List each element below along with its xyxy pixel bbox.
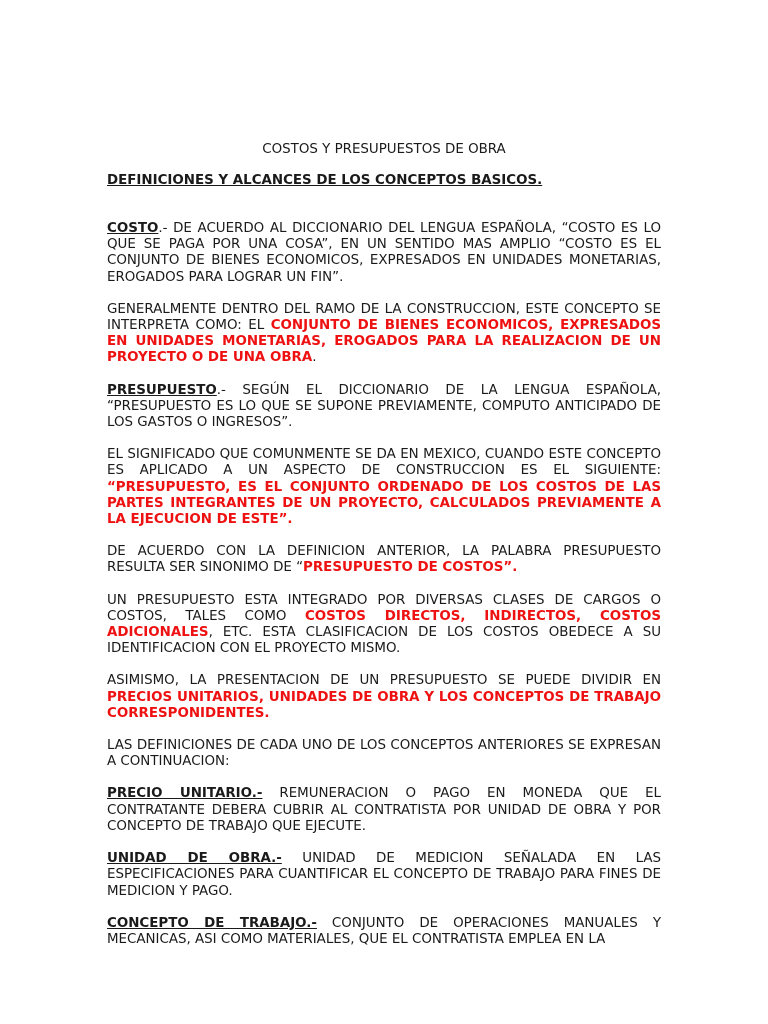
paragraph-text: ASIMISMO, LA PRESENTACION DE UN PRESUPUESTO SE PUEDE DIVIDIR EN bbox=[107, 673, 661, 689]
paragraph-text: UN PRESUPUESTO ESTA INTEGRADO POR DIVERSAS CLASES DE CARGOS O COSTOS, TALES COMO bbox=[107, 592, 661, 624]
highlight-text: COSTOS DIRECTOS, INDIRECTOS, COSTOS ADICIONALES bbox=[107, 608, 661, 641]
term-precio-unitario: PRECIO UNITARIO.- bbox=[107, 786, 263, 802]
term-concepto-de-trabajo: CONCEPTO DE TRABAJO.- bbox=[107, 915, 317, 931]
highlight-text: PRESUPUESTO DE COSTOS”. bbox=[303, 560, 518, 576]
paragraph-text-end: . bbox=[312, 350, 317, 366]
paragraph-text: DE ACUERDO CON LA DEFINICION ANTERIOR, LA PALABRA PRESUPUESTO RESULTA SER SINONIMO DE “ bbox=[107, 544, 661, 576]
paragraph-text: LAS DEFINICIONES DE CADA UNO DE LOS CONCEPTOS ANTERIORES SE EXPRESAN A CONTINUACION: bbox=[107, 738, 661, 770]
paragraph-construccion bbox=[107, 302, 661, 367]
paragraph-presentacion bbox=[107, 673, 661, 722]
paragraph-unidad-de-obra bbox=[107, 851, 661, 900]
highlight-text: “PRESUPUESTO, ES EL CONJUNTO ORDENADO DE LOS COSTOS DE LAS PARTES INTEGRANTES DE UN PROYECTO, CALCULADOS PREVIAMENTE A LA EJECUCION DE ESTE”. bbox=[107, 479, 661, 528]
paragraph-costo bbox=[107, 221, 661, 286]
paragraph-sinonimo bbox=[107, 544, 661, 576]
paragraph-definiciones bbox=[107, 738, 661, 770]
term-presupuesto: PRESUPUESTO bbox=[107, 382, 217, 398]
paragraph-text: .- SEGÚN EL DICCIONARIO DE LA LENGUA ESPAÑOLA, “PRESUPUESTO ES LO QUE SE SUPONE PREVIAMENTE, COMPUTO ANTICIPADO DE LOS GASTOS O INGRESOS”. bbox=[107, 382, 661, 431]
paragraph-text: CONJUNTO DE OPERACIONES MANUALES Y MECANICAS, ASI COMO MATERIALES, QUE EL CONTRATISTA EMPLEA EN LA bbox=[107, 915, 662, 947]
term-costo: COSTO bbox=[107, 221, 159, 236]
term-unidad-de-obra: UNIDAD DE OBRA.- bbox=[107, 851, 282, 867]
paragraph-text: EL SIGNIFICADO QUE COMUNMENTE SE DA EN MEXICO, CUANDO ESTE CONCEPTO ES APLICADO A UN ASPECTO DE CONSTRUCCION ES EL SIGUIENTE: bbox=[107, 447, 661, 479]
paragraph-presupuesto bbox=[107, 383, 661, 432]
paragraph-text: UNIDAD DE MEDICION SEÑALADA EN LAS ESPECIFICACIONES PARA CUANTIFICAR EL CONCEPTO DE TRABAJO PARA FINES DE MEDICION Y PAGO. bbox=[107, 851, 661, 899]
paragraph-precio-unitario bbox=[107, 786, 661, 835]
document-subtitle: DEFINICIONES Y ALCANCES DE LOS CONCEPTOS BASICOS. bbox=[107, 173, 543, 188]
paragraph-text: .- DE ACUERDO AL DICCIONARIO DEL LENGUA ESPAÑOLA, “COSTO ES LO QUE SE PAGA POR UNA COSA”, EN UN SENTIDO MAS AMPLIO “COSTO ES EL CONJUNTO DE BIENES ECONOMICOS, EXPRESADOS EN UNIDADES MONETARIAS, EROGADOS PARA LOGRAR UN FIN”. bbox=[107, 221, 661, 285]
paragraph-text: REMUNERACION O PAGO EN MONEDA QUE EL CONTRATANTE DEBERA CUBRIR AL CONTRATISTA POR UNIDAD DE OBRA Y POR CONCEPTO DE TRABAJO QUE EJECUTE. bbox=[107, 786, 661, 834]
paragraph-significado bbox=[107, 447, 661, 528]
document-title: COSTOS Y PRESUPUESTOS DE OBRA bbox=[262, 142, 506, 157]
document-body bbox=[107, 221, 661, 964]
paragraph-text: GENERALMENTE DENTRO DEL RAMO DE LA CONSTRUCCION, ESTE CONCEPTO SE INTERPRETA COMO: EL bbox=[107, 301, 661, 334]
paragraph-cargos bbox=[107, 593, 661, 658]
paragraph-concepto-de-trabajo bbox=[107, 916, 661, 948]
paragraph-text-end: , ETC. ESTA CLASIFICACION DE LOS COSTOS OBEDECE A SU IDENTIFICACION CON EL PROYECTO MISMO. bbox=[107, 625, 661, 657]
highlight-text: CONJUNTO DE BIENES ECONOMICOS, EXPRESADOS EN UNIDADES MONETARIAS, EROGADOS PARA LA REALIZACION DE UN PROYECTO O DE UNA OBRA bbox=[107, 318, 661, 366]
highlight-text: PRECIOS UNITARIOS, UNIDADES DE OBRA Y LOS CONCEPTOS DE TRABAJO CORRESPONIDENTES. bbox=[107, 689, 661, 721]
